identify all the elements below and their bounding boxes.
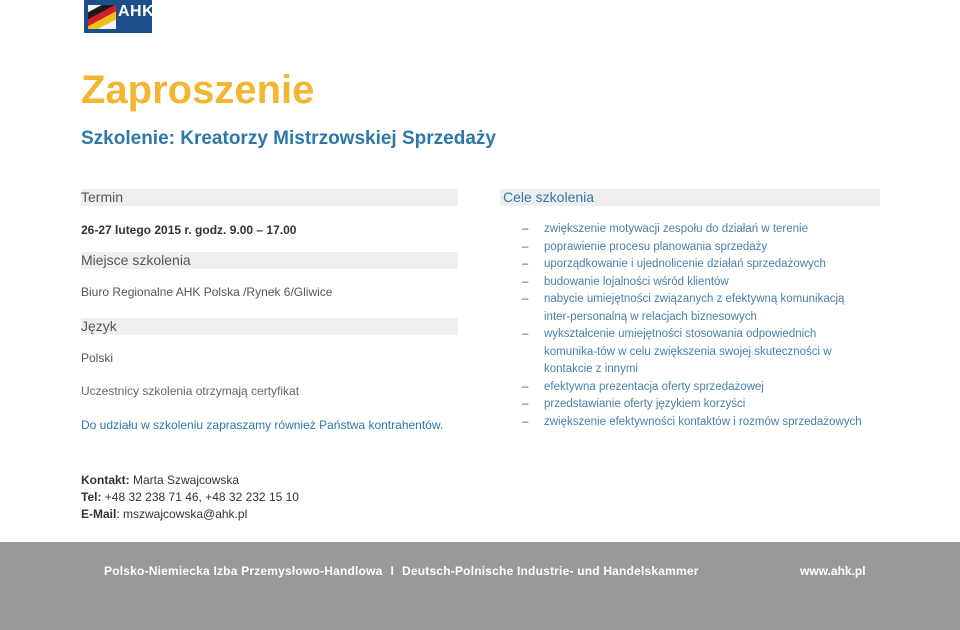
- footer-org-pl: Polsko-Niemiecka Izba Przemysłowo-Handlowa: [104, 564, 383, 578]
- goal-item: – wykształcenie umiejętności stosowania odpowiednich komunika-tów w celu zwiększenia swojej skuteczności w kontakcie z innymi: [522, 326, 867, 379]
- termin-label-bar: [81, 189, 458, 206]
- miejsce-label-bar: [81, 252, 458, 269]
- jezyk-label: Język: [81, 318, 117, 334]
- page-title: Zaproszenie: [81, 68, 315, 112]
- goal-item: – zwiększenie efektywności kontaktów i rozmów sprzedażowych: [522, 414, 867, 432]
- contact-email-line: [81, 506, 299, 523]
- invitation-note: Do udziału w szkoleniu zapraszamy również Państwa kontrahentów.: [81, 418, 444, 432]
- flag-icon: [88, 5, 116, 29]
- footer-url-link[interactable]: www.ahk.pl: [800, 564, 866, 578]
- contact-block: [81, 472, 299, 523]
- miejsce-label: Miejsce szkolenia: [81, 252, 191, 268]
- footer-organization: [104, 564, 699, 578]
- ahk-logo: [84, 0, 155, 33]
- email-value[interactable]: : mszwajcowska@ahk.pl: [116, 507, 248, 521]
- goal-item: – efektywna prezentacja oferty sprzedażowej: [522, 379, 867, 397]
- goal-item: – przedstawianie oferty językiem korzyści: [522, 396, 867, 414]
- jezyk-label-bar: [81, 318, 458, 335]
- goal-item: – nabycie umiejętności związanych z efektywną komunikacją inter-personalną w relacjach biznesowych: [522, 291, 867, 326]
- logo-text: AHK: [118, 3, 155, 20]
- goal-item: – uporządkowanie i ujednolicenie działań sprzedażowych: [522, 256, 867, 274]
- footer-bar: [0, 542, 960, 630]
- phone-label: Tel:: [81, 490, 102, 504]
- certyfikat-note: Uczestnicy szkolenia otrzymają certyfikat: [81, 384, 300, 398]
- cele-label-bar: [500, 189, 880, 206]
- footer-separator: I: [390, 564, 395, 578]
- footer-org-de: Deutsch-Polnische Industrie- und Handelskammer: [402, 564, 699, 578]
- miejsce-value: Biuro Regionalne AHK Polska /Rynek 6/Gliwice: [81, 285, 333, 299]
- contact-name-line: [81, 472, 299, 489]
- goal-item: – poprawienie procesu planowania sprzedaży: [522, 239, 867, 257]
- cele-label: Cele szkolenia: [503, 189, 595, 205]
- page-subtitle: Szkolenie: Kreatorzy Mistrzowskiej Sprzedaży: [81, 128, 496, 149]
- goal-item: – budowanie lojalności wśród klientów: [522, 274, 867, 292]
- phone-value: +48 32 238 71 46, +48 32 232 15 10: [101, 490, 299, 504]
- termin-value: 26-27 lutego 2015 r. godz. 9.00 – 17.00: [81, 223, 297, 237]
- contact-label: Kontakt:: [81, 473, 130, 487]
- goal-item: – zwiększenie motywacji zespołu do działań w terenie: [522, 221, 867, 239]
- termin-label: Termin: [81, 189, 124, 205]
- email-label: E-Mail: [81, 507, 117, 521]
- contact-phone-line: [81, 489, 299, 506]
- contact-name: Marta Szwajcowska: [129, 473, 240, 487]
- goals-list: [522, 221, 867, 431]
- jezyk-value: Polski: [81, 351, 114, 365]
